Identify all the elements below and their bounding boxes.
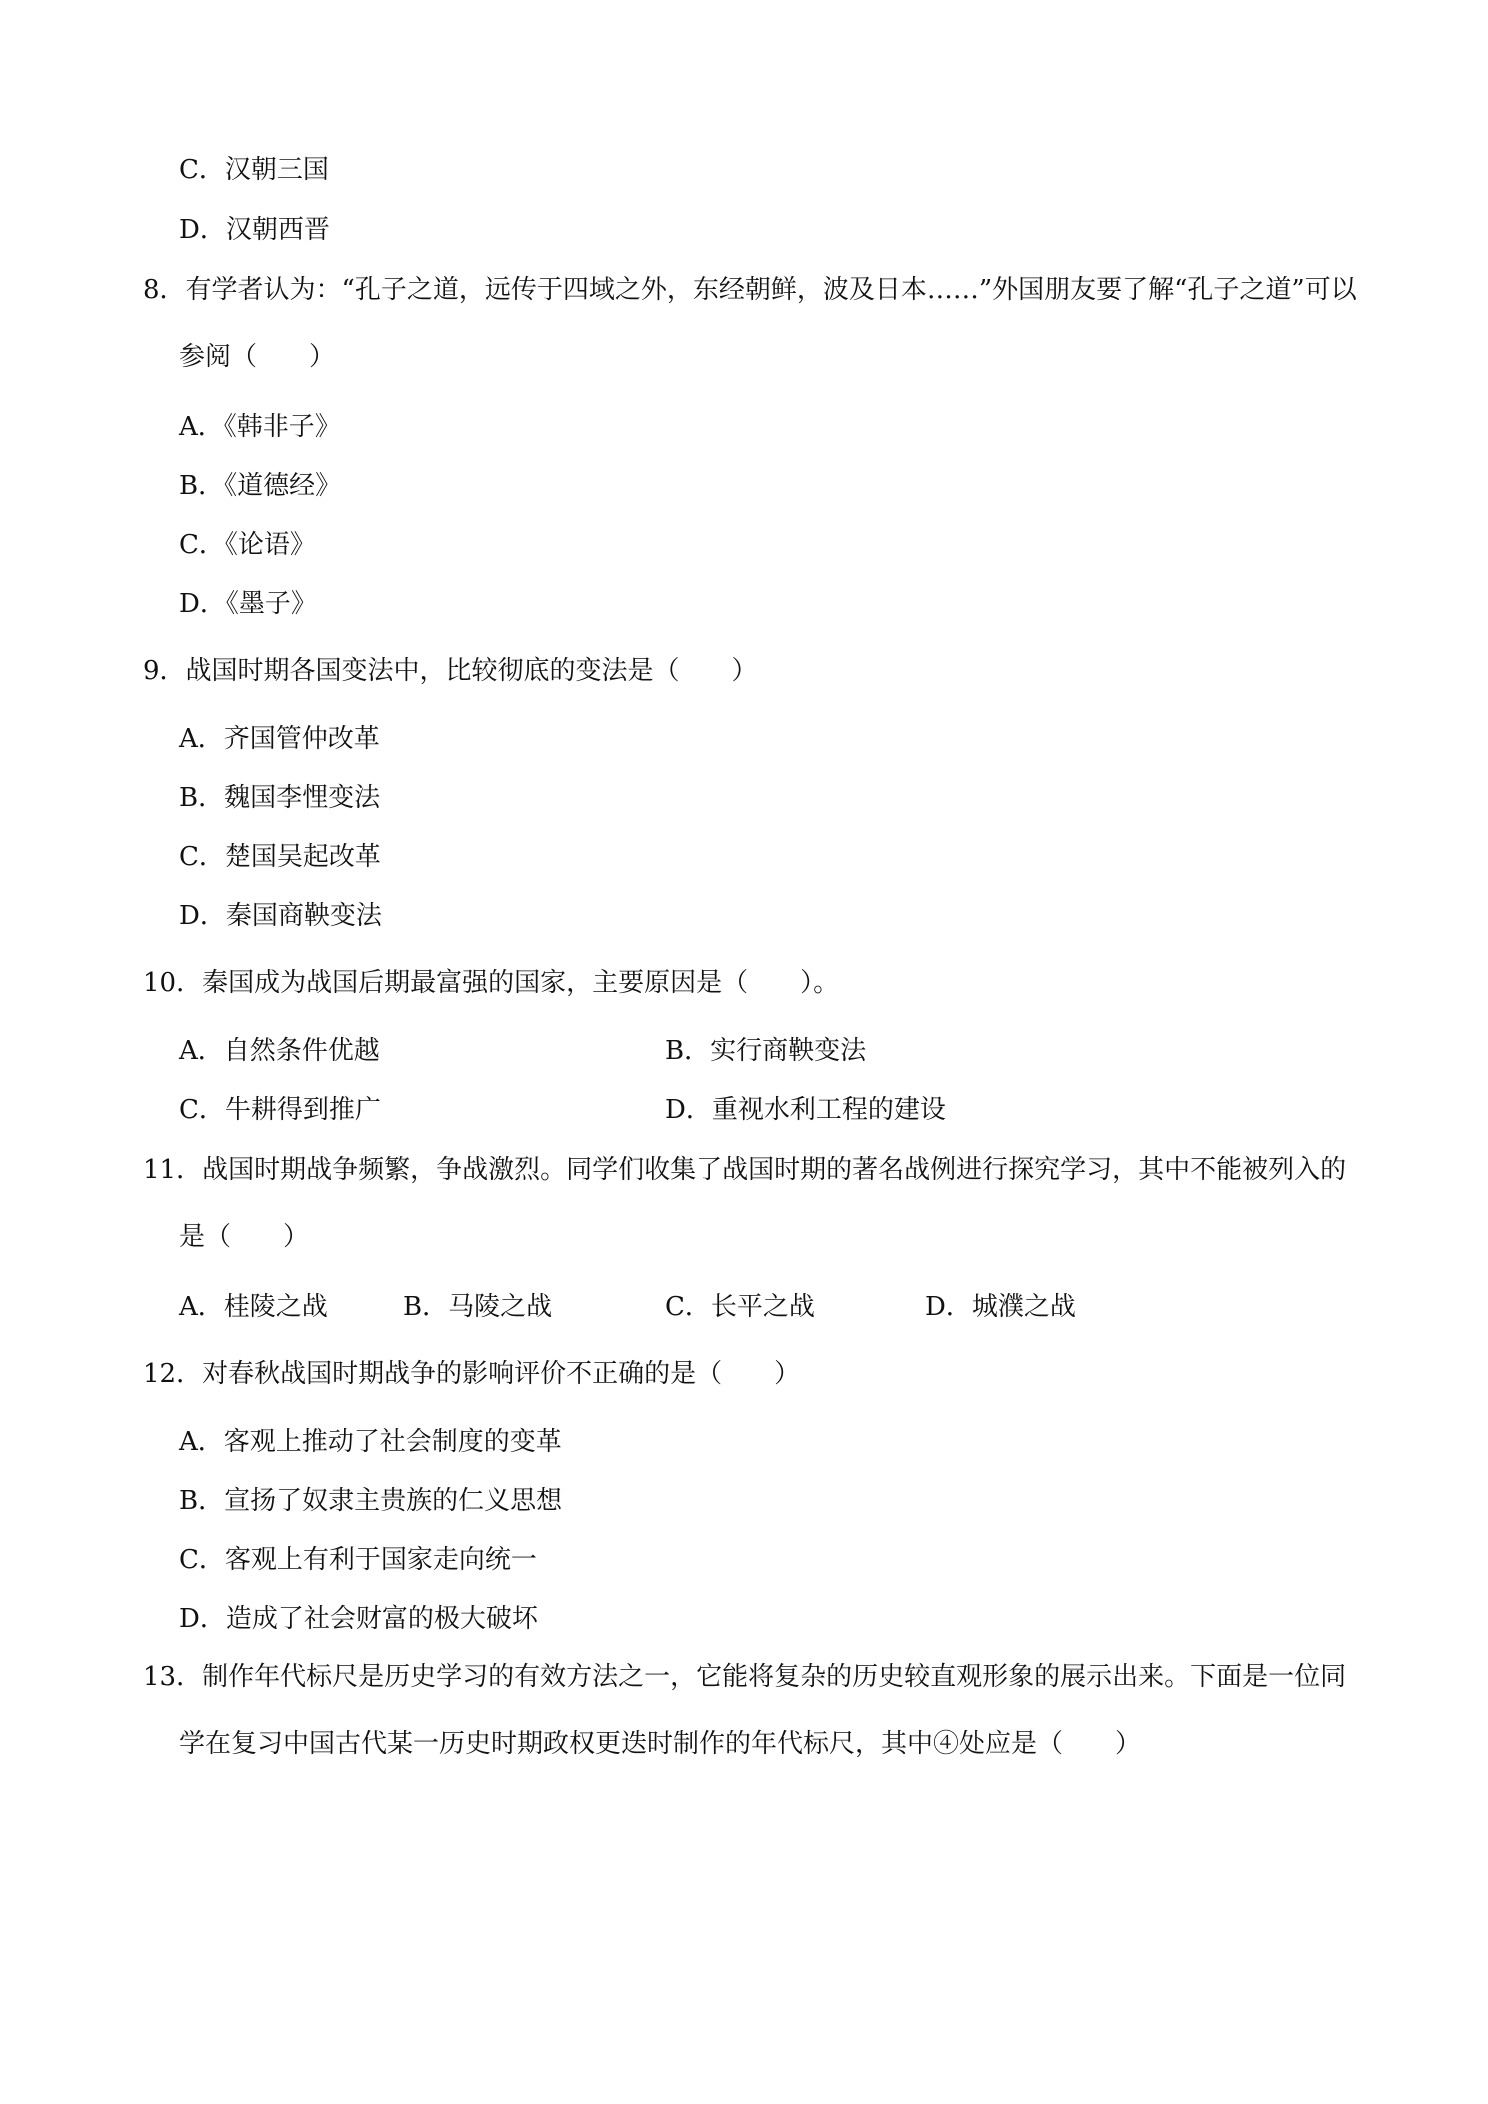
- question-10-option-c: C．牛耕得到推广: [179, 1095, 381, 1125]
- question-12-option-a: A．客观上推动了社会制度的变革: [179, 1427, 562, 1457]
- question-10-option-a: A．自然条件优越: [179, 1036, 380, 1066]
- question-13-stem-continued: 学在复习中国古代某一历史时期政权更迭时制作的年代标尺，其中④处应是（ ）: [179, 1729, 1142, 1759]
- question-8-option-a: A．《韩非子》: [179, 412, 341, 442]
- question-12-option-d: D．造成了社会财富的极大破坏: [179, 1604, 538, 1634]
- prev-option-c: C．汉朝三国: [179, 155, 329, 185]
- prev-option-d: D．汉朝西晋: [179, 215, 330, 245]
- question-8-stem-continued: 参阅（ ）: [179, 342, 336, 372]
- question-12-stem: 12．对春秋战国时期战争的影响评价不正确的是（ ）: [143, 1359, 801, 1389]
- question-9-option-c: C．楚国吴起改革: [179, 842, 381, 872]
- question-9-option-a: A．齐国管仲改革: [179, 724, 380, 754]
- question-9-option-d: D．秦国商鞅变法: [179, 901, 382, 931]
- question-13-stem: 13．制作年代标尺是历史学习的有效方法之一，它能将复杂的历史较直观形象的展示出来。下面是一位同: [143, 1662, 1347, 1692]
- question-10-option-d: D．重视水利工程的建设: [665, 1095, 946, 1125]
- question-11-stem-continued: 是（ ）: [179, 1222, 310, 1252]
- question-11-option-c: C．长平之战: [665, 1292, 815, 1322]
- question-9-stem: 9．战国时期各国变法中，比较彻底的变法是（ ）: [143, 656, 758, 686]
- question-9-option-b: B．魏国李悝变法: [179, 783, 381, 813]
- question-11-option-b: B．马陵之战: [403, 1292, 553, 1322]
- question-12-option-b: B．宣扬了奴隶主贵族的仁义思想: [179, 1486, 563, 1516]
- question-8-option-b: B．《道德经》: [179, 471, 342, 501]
- question-8-stem: 8．有学者认为：“孔子之道，远传于四域之外，东经朝鲜，波及日本……”外国朋友要了解“孔子之道”可以: [143, 275, 1357, 305]
- question-8-option-c: C．《论语》: [179, 530, 316, 560]
- question-8-option-d: D．《墨子》: [179, 589, 317, 619]
- question-11-option-d: D．城濮之战: [925, 1292, 1076, 1322]
- question-11-stem: 11．战国时期战争频繁，争战激烈。同学们收集了战国时期的著名战例进行探究学习，其中不能被列入的: [143, 1155, 1347, 1185]
- question-12-option-c: C．客观上有利于国家走向统一: [179, 1545, 537, 1575]
- question-11-option-a: A．桂陵之战: [179, 1292, 328, 1322]
- question-10-stem: 10．秦国成为战国后期最富强的国家，主要原因是（ ）。: [143, 968, 840, 998]
- question-10-option-b: B．实行商鞅变法: [665, 1036, 867, 1066]
